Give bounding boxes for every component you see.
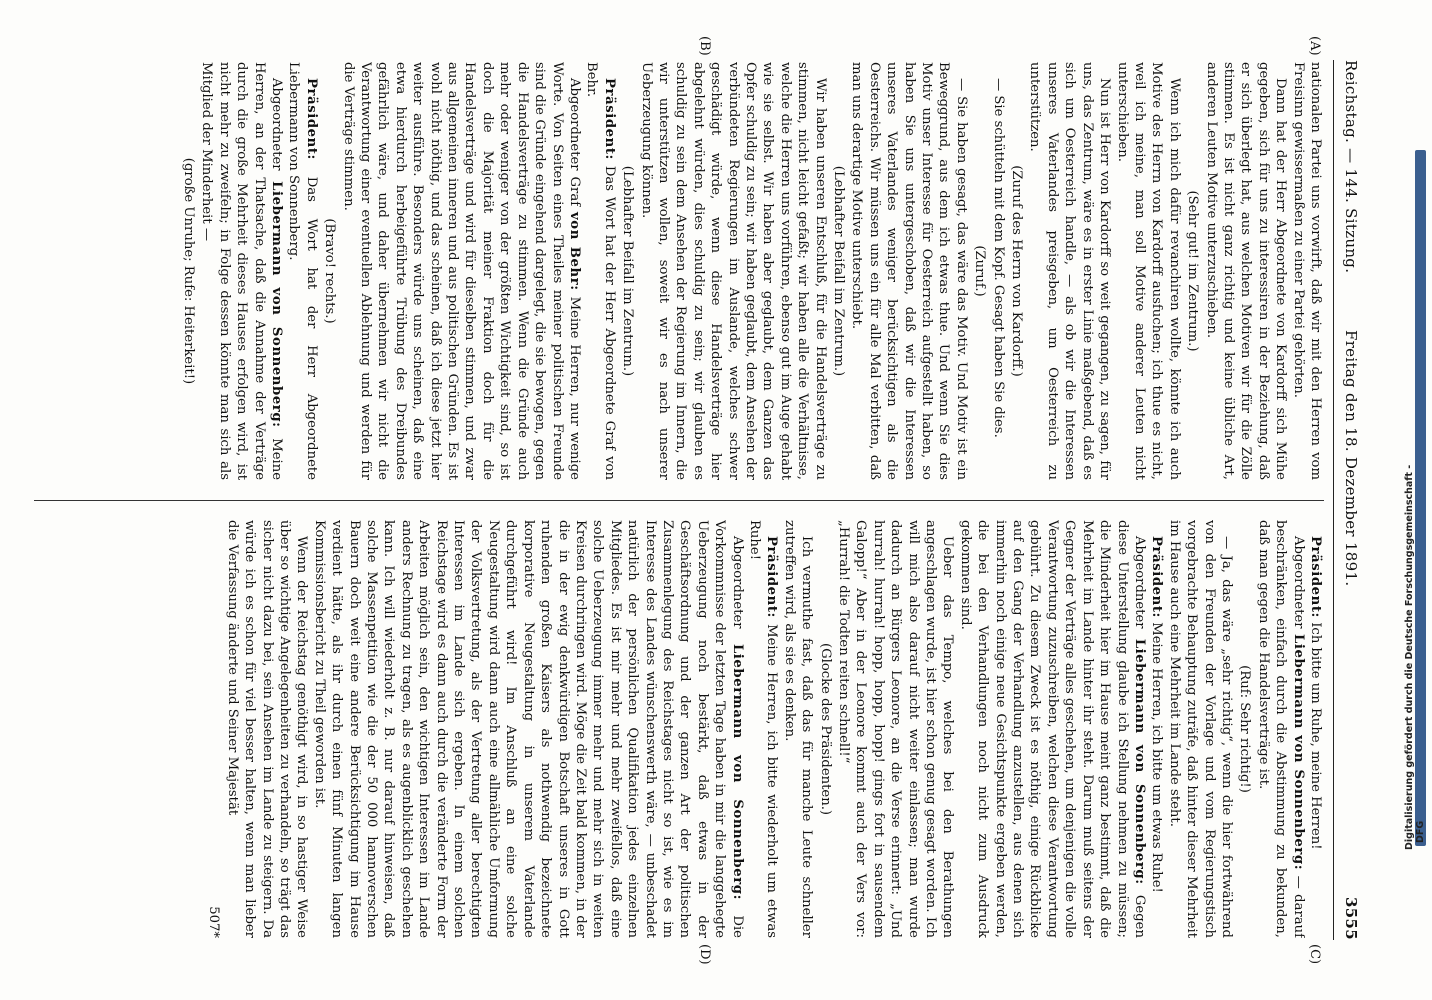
footer-text-wrap <box>1404 150 1426 850</box>
speaker-label: Präsident: <box>303 78 319 161</box>
page-number: 3555 <box>1342 897 1360 940</box>
speech-text: Ich bitte um Ruhe, meine Herren! <box>1308 622 1323 850</box>
paragraph: Wir haben unseren Entschluß, für die Handelsverträge zu stimmen, nicht leicht gefaßt; wir haben alle die Verhältnisse, welche die Herren uns vorführen, ebenso gut im Auge gehabt wie sie selbst. Wir haben aber geglaubt, dem Ganzen das Opfer schuldig zu sein; wir haben geglaubt, dem Ansehen der verbündeten Regierungen im Auslande, welches schwer geschädigt würde, wenn diese Handelsverträge hier abgelehnt würden, dies schuldig zu sein; wir glauben es schuldig zu sein dem Ansehen der Regierung im Innern, die wir unterstützen wollen, soweit wir es nach unserer Ueberzeugung können. <box>638 62 828 480</box>
speech-text: Gegen diese Unterstellung glaube ich Stellung nehmen zu müssen; die Minderheit hier im Hause meint ganz bestimmt, daß die Mehrheit im Lande hinter ihr steht. Darum muß seitens der Gegner der Verträge alles geschehen, um denjenigen die volle Verantwortung zuzuschreiben, welchen diese Verantwortung gebührt. Zu diesem Zweck ist es nöthig, einige Rückblicke auf den Gang der Verhandlung anzustellen, aus denen sich immerhin noch einige neue Gesichtspunkte ergeben werden, die bei den Verhandlungen noch nicht zum Ausdruck gekommen sind. <box>957 520 1147 938</box>
speaker-role: Abgeordneter <box>729 536 745 629</box>
speaker-name: Liebermann von Sonnenberg: <box>1290 633 1306 871</box>
remark: (Sehr gut! im Zentrum.) <box>1185 190 1201 352</box>
speech-paragraph <box>746 520 781 938</box>
speech-text: Das Wort hat der Herr Abgeordnete Liebermann von Sonnenberg. <box>286 62 319 480</box>
header-date: Freitag den 18. Dezember 1891. <box>1342 330 1360 587</box>
paragraph: — Sie haben gesagt, das wäre das Motiv. Und Motiv ist ein Beweggrund, aus dem ich etwas thue. Und wenn Sie dies Motiv unser Interesse für Oesterreich aufgestellt haben, so haben Sie uns untergeschoben, daß wir die Interessen unseres Vaterlandes weniger berücksichtigen als die Oesterreichs. Wir müssen uns ein für alle Mal verbitten, daß man uns derartige Motive unterschiebt. <box>849 62 969 480</box>
left-column <box>34 62 1324 480</box>
speaker-name: Liebermann von Sonnenberg: <box>729 643 745 901</box>
speech-text: Die Vorkommnisse der letzten Tage haben in mir die langgehegte Ueberzeugung noch bestärkt, daß etwas in der Geschäftsordnung und der ganzen Art der politischen Zusammenlegung des Reichstages nicht so ist, wie es im Interesse des Landes wünschenswerth wäre, — unbeschadet natürlich der persönlichen Qualifikation jedes einzelnen Mitgliedes. Es ist mir mehr und mehr zweifellos, daß eine solche Ueberzeugung immer mehr und mehr sich in weiten Kreisen durchringen wird. Möge die Zeit bald kommen, in der die in der ewig denkwürdigen Botschaft unseres in Gott ruhenden großen Kaisers als nothwendig bezeichnete korporative Neugestaltung in unserem Vaterlande durchgeführt wird! Im Anschluß an eine solche Neugestaltung wird dann auch eine allmähliche Umformung der Volksvertretung, als der Vertretung aller berechtigten Interessen im Lande sich ergeben. In einem solchen Reichstage wird es dann auch durch die veränderte Form der Arbeiten möglich sein, den wichtigen Interessen im Lande anders Rechnung zu tragen, als es augenblicklich geschehen kann. Ich will wiederholt z. B. nur darauf hinweisen, daß solche Massenpetition wie die der 50 000 hannoverschen Bauern doch weit eine andere Berücksichtigung im Hause verdient hätte, als ihr durch einen fünf Minuten langen Kommissionsbericht zu Theil geworden ist. <box>311 520 745 938</box>
speech-paragraph <box>583 62 618 480</box>
speaker-role: Abgeordneter <box>1131 536 1147 629</box>
speech-text: Meine Herren, ich bitte um etwas Ruhe! <box>1149 622 1165 893</box>
paragraph: — Ja, das wäre „sehr richtig“, wenn die hier fortwährend von den Freunden der Vorlage und vom Regierungstisch vorgebrachte Behauptung zuträfe, daß hinter dieser Mehrheit im Hause auch eine Mehrheit im Lande steht. <box>1166 520 1234 938</box>
speech-text: — darauf beschränken, einfach durch die Abstimmung zu bekunden, daß man gegen die Handelsverträge ist. <box>1255 520 1306 938</box>
speaker-label: Präsident: <box>1149 536 1165 619</box>
digitization-footer <box>1404 150 1428 850</box>
speech-paragraph <box>285 62 320 480</box>
paragraph: nationalen Partei uns vorwirft, daß wir mit den Herren vom Freisinn gewissermaßen zu einer Partei gehörten. <box>1290 62 1323 480</box>
speech-paragraph <box>1307 520 1324 938</box>
speech-paragraph <box>1148 520 1165 938</box>
footer-text: Digitalisierung gefördert durch die Deutsche Forschungsgemeinschaft - <box>1404 464 1415 850</box>
speaker-label: Präsident: <box>1308 536 1323 619</box>
remark: (große Unruhe; Rufe: Heiterkeit!) <box>181 157 196 385</box>
paragraph: Ich vermuthe fast, daß das für manche Leute schneller zutreffen wird, als sie es denken. <box>781 520 815 938</box>
speech-paragraph <box>339 62 583 480</box>
speech-text: Meine Herren, nur wenige Worte. Von Seiten eines Theiles meiner politischen Freunde sind die Gründe eingehend dargelegt, die sie bewogen, gegen die Handelsverträge zu stimmen. Wenn die Gründe auch mehr oder weniger von der größten Wichtigkeit sind, so ist doch die Majorität meiner Fraktion doch für die Handelsverträge und wird für dieselben stimmen, und zwar aus allgemeinen inneren und aus politischen Gründen. Es ist wohl nicht nöthig, und das scheinen, daß ich diese jetzt hier weiter ausführe. Besonders würde uns scheinen, daß eine etwa hierdurch herbeigeführte Trübung des Dreibundes gefährlich wäre, und daher übernehmen wir nicht die Verantwortung einer eventuellen Ablehnung und werden für die Verträge stimmen. <box>340 62 582 480</box>
speaker-label: Präsident: <box>764 536 780 619</box>
speaker-label: Präsident: <box>601 78 617 161</box>
margin-mark-d: (D) <box>697 944 712 965</box>
speech-text: Das Wort hat der Herr Abgeordnete Graf von Behr. <box>584 62 617 480</box>
signature-mark: 507* <box>206 906 222 938</box>
speech-paragraph <box>198 62 285 480</box>
page-header <box>1334 60 1360 940</box>
paragraph: Ueber das Tempo, welches bei den Berathungen angeschlagen wurde, ist hier schon genug gesagt worden. Ich will mich also darauf nicht weiter einlassen; man wurde dadurch an Bürgers Leonore, an die Verse erinnert: „Und hurrah! hurrah! hopp, hopp, hopp! gings fort in sausendem Galopp!“ Aber in der Leonore kommt auch der Vers vor: „Hurrah! die Todten reiten schnell!“ <box>836 520 956 938</box>
remark: (Lebhafter Beifall im Zentrum.) <box>620 165 636 377</box>
speech-text: Meine Herren, ich bitte wiederholt um etwas Ruhe! <box>747 520 780 938</box>
remark: (Zuruf.) <box>972 245 988 297</box>
margin-mark-a: (A) <box>1307 36 1322 56</box>
remark: (Glocke des Präsidenten.) <box>817 642 833 816</box>
remark: (Bravo! rechts.) <box>322 218 338 324</box>
remark: (Ruf: Sehr richtig!) <box>1237 665 1253 793</box>
speaker-name: Liebermann von Sonnenberg: <box>1131 638 1147 885</box>
column-divider <box>34 500 1324 501</box>
speech-text: Meine Herren, an der Thatsache, daß die Annahme der Verträge durch die große Mehrheit dieses Hauses erfolgen wird, ist nicht mehr zu zweifeln; in Folge dessen könnte man sich als Mitglied der Minderheit — <box>199 62 285 480</box>
remark: (Lebhafter Beifall im Zentrum.) <box>831 165 847 377</box>
paragraph: Wenn ich mich dafür revanchiren wollte, könnte ich auch Motive des Herrn von Kardorff ausfuchen; ich thue es nicht, weil ich meine, man soll Motive anderer Leuten nicht unterschieben. <box>1114 62 1182 480</box>
speaker-role: Abgeordneter <box>1290 536 1306 629</box>
remark: (Zuruf des Herrn von Kardorff.) <box>1009 165 1025 377</box>
margin-mark-c: (C) <box>1307 944 1322 965</box>
header-left: Reichstag. — 144. Sitzung. <box>1342 60 1360 274</box>
speaker-role: Abgeordneter <box>269 78 285 171</box>
speech-paragraph <box>310 520 745 938</box>
margin-mark-b: (B) <box>697 36 712 56</box>
speaker-name: Liebermann von Sonnenberg: <box>269 181 285 428</box>
speaker-role: Abgeordneter Graf <box>566 78 582 207</box>
paragraph: Dann hat der Herr Abgeordnete von Kardorff sich Mühe gegeben, sich für uns zu interessiren in der Beziehung, daß er sich überlegt hat, aus welchen Motiven wir für die Zölle stimmen. Es ist nicht ganz richtig und keine übliche Art, anderen Leuten Motive unterzuschieben. <box>1203 62 1289 480</box>
speech-paragraph <box>1254 520 1306 938</box>
paragraph: Nun ist Herr von Kardorff so weit gegangen, zu sagen, für uns, das Zentrum, wäre es in erster Linie maßgebend, daß es sich um Oesterreich handle, — als ob wir die Interessen unseres Vaterlandes preisgeben, um Oesterreich zu unterstützen. <box>1027 62 1113 480</box>
speech-paragraph <box>956 520 1147 938</box>
header-rule <box>1333 60 1334 940</box>
speaker-name: von Behr: <box>566 212 582 291</box>
paragraph: — Sie schütteln mit dem Kopf. Gesagt haben Sie dies. <box>990 78 1006 438</box>
right-column <box>34 520 1324 938</box>
paragraph: Wenn der Reichstag genöthigt wird, in so hastiger Weise über so wichtige Angelegenheiten zu verhandeln, so trägt das sicher nicht dazu bei, sein Ansehen im Lande zu steigern. Da würde ich es schon für viel besser halten, wenn man lieber die Verfassung änderte und Seiner Majestät <box>224 520 310 938</box>
dfg-logo: DFG <box>1415 150 1426 846</box>
